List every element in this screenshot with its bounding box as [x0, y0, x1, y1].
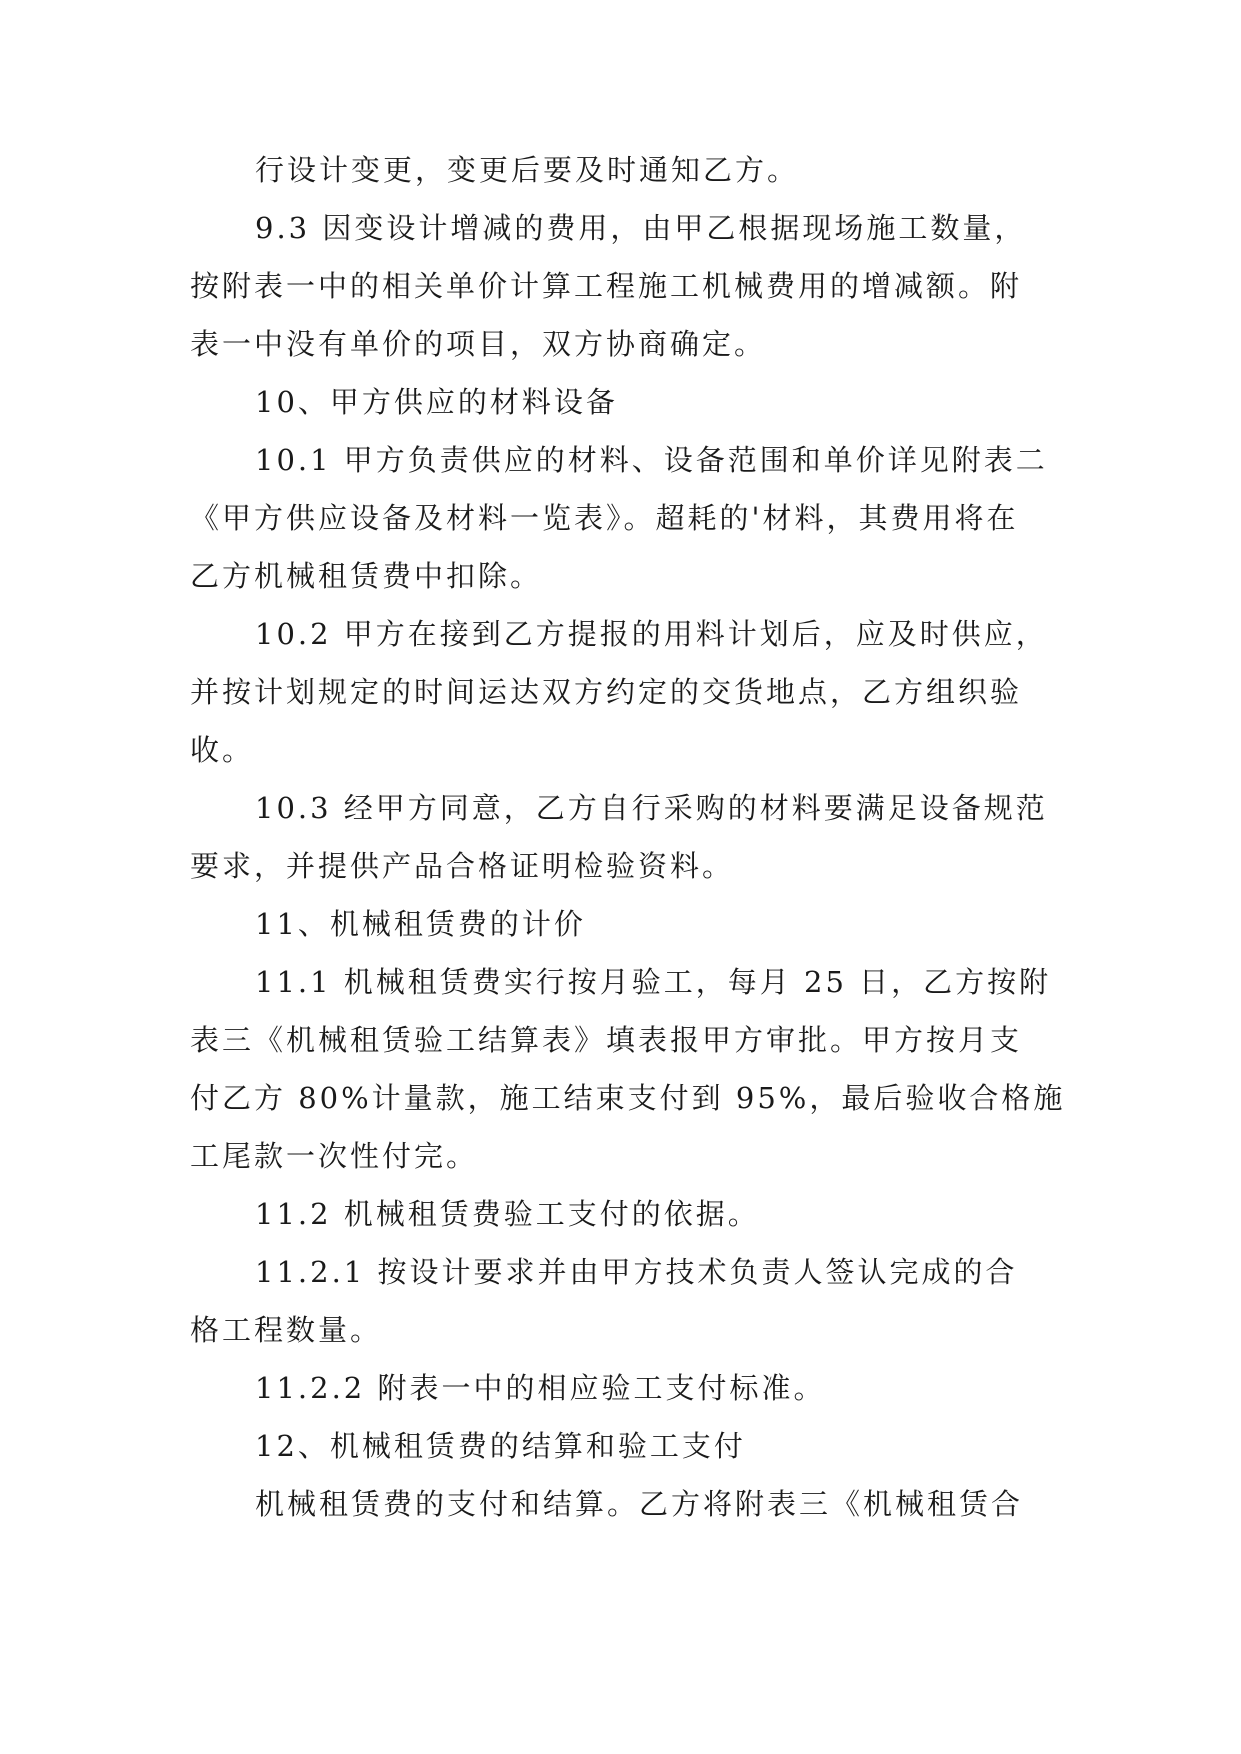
text-line: 11.2 机械租赁费验工支付的依据。	[255, 1197, 760, 1231]
text-line: 工尾款一次性付完。	[190, 1139, 479, 1173]
text-line: 乙方机械租赁费中扣除。	[190, 559, 543, 593]
text-line: 按附表一中的相关单价计算工程施工机械费用的增减额。附	[190, 269, 1023, 303]
text-line: 机械租赁费的支付和结算。乙方将附表三《机械租赁合	[255, 1487, 1024, 1521]
text-line: 10.1 甲方负责供应的材料、设备范围和单价详见附表二	[255, 443, 1048, 477]
text-line: 要求，并提供产品合格证明检验资料。	[190, 849, 735, 883]
text-line: 行设计变更，变更后要及时通知乙方。	[255, 153, 800, 187]
text-line: 表三《机械租赁验工结算表》填表报甲方审批。甲方按月支	[190, 1023, 1023, 1057]
text-line: 格工程数量。	[190, 1313, 383, 1347]
section-heading: 12、机械租赁费的结算和验工支付	[255, 1429, 746, 1463]
text-line: 并按计划规定的时间运达双方约定的交货地点，乙方组织验	[190, 675, 1023, 709]
text-line: 11.1 机械租赁费实行按月验工，每月 25 日，乙方按附	[255, 965, 1052, 999]
text-line: 11.2.1 按设计要求并由甲方技术负责人签认完成的合	[255, 1255, 1018, 1289]
text-line: 10.2 甲方在接到乙方提报的用料计划后，应及时供应，	[255, 617, 1048, 651]
section-heading: 11、机械租赁费的计价	[255, 907, 586, 941]
text-line: 9.3 因变设计增减的费用，由甲乙根据现场施工数量，	[255, 211, 1027, 245]
text-line: 11.2.2 附表一中的相应验工支付标准。	[255, 1371, 826, 1405]
text-line: 收。	[190, 733, 255, 767]
section-heading: 10、甲方供应的材料设备	[255, 385, 618, 419]
text-line: 表一中没有单价的项目，双方协商确定。	[190, 327, 767, 361]
text-line: 10.3 经甲方同意，乙方自行采购的材料要满足设备规范	[255, 791, 1048, 825]
text-line: 《甲方供应设备及材料一览表》。超耗的'材料，其费用将在	[190, 501, 1019, 535]
text-line: 付乙方 80%计量款，施工结束支付到 95%，最后验收合格施	[190, 1081, 1066, 1115]
